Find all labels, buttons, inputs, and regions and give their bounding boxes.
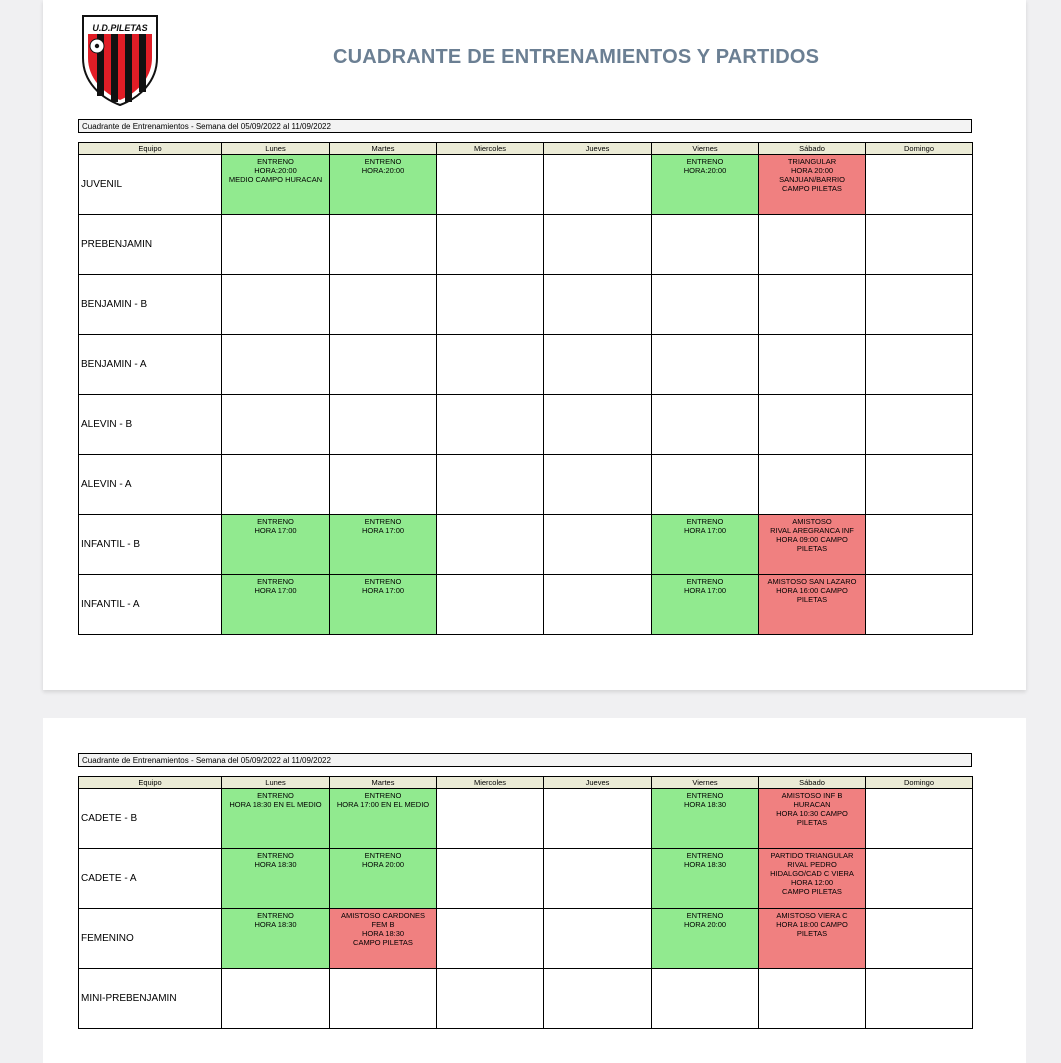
schedule-cell (652, 215, 759, 275)
team-name-cell: CADETE - B (79, 789, 222, 849)
schedule-cell (866, 275, 973, 335)
schedule-cell (544, 969, 652, 1029)
match-cell: AMISTOSO CARDONES FEM B HORA 18:30 CAMPO PILETAS (330, 909, 437, 969)
team-name-cell: BENJAMIN - A (79, 335, 222, 395)
schedule-cell (652, 275, 759, 335)
table-row (79, 215, 973, 275)
schedule-cell (866, 789, 973, 849)
team-name-cell: PREBENJAMIN (79, 215, 222, 275)
schedule-cell (544, 455, 652, 515)
logo-text: U.D.PILETAS (92, 23, 148, 33)
schedule-cell (330, 455, 437, 515)
schedule-cell (866, 969, 973, 1029)
training-cell: ENTRENO HORA:20:00 MEDIO CAMPO HURACAN (222, 155, 330, 215)
schedule-cell (866, 395, 973, 455)
column-header: Lunes (222, 143, 330, 155)
match-cell: AMISTOSO RIVAL AREGRANCA INF HORA 09:00 CAMPO PILETAS (759, 515, 866, 575)
column-header: Martes (330, 143, 437, 155)
training-cell: ENTRENO HORA:20:00 (652, 155, 759, 215)
column-header: Martes (330, 777, 437, 789)
schedule-cell (544, 395, 652, 455)
schedule-cell (759, 275, 866, 335)
schedule-cell (437, 909, 544, 969)
column-header: Viernes (652, 777, 759, 789)
match-cell: TRIANGULAR HORA 20:00 SANJUAN/BARRIO CAMPO PILETAS (759, 155, 866, 215)
training-cell: ENTRENO HORA 20:00 (330, 849, 437, 909)
schedule-cell (866, 515, 973, 575)
schedule-cell (330, 335, 437, 395)
training-cell: ENTRENO HORA 20:00 (652, 909, 759, 969)
training-cell: ENTRENO HORA 18:30 (222, 849, 330, 909)
schedule-cell (866, 909, 973, 969)
schedule-cell (330, 215, 437, 275)
training-cell: ENTRENO HORA 17:00 (330, 575, 437, 635)
schedule-cell (544, 275, 652, 335)
schedule-cell (437, 275, 544, 335)
training-cell: ENTRENO HORA 18:30 (652, 789, 759, 849)
team-name-cell: BENJAMIN - B (79, 275, 222, 335)
schedule-cell (437, 155, 544, 215)
table-row (79, 969, 973, 1029)
schedule-cell (866, 215, 973, 275)
team-name-cell: MINI-PREBENJAMIN (79, 969, 222, 1029)
match-cell: AMISTOSO INF B HURACAN HORA 10:30 CAMPO PILETAS (759, 789, 866, 849)
schedule-cell (759, 395, 866, 455)
week-caption: Cuadrante de Entrenamientos - Semana del 05/09/2022 al 11/09/2022 (78, 753, 972, 767)
table-row (79, 275, 973, 335)
schedule-cell (759, 215, 866, 275)
schedule-cell (759, 969, 866, 1029)
schedule-cell (652, 395, 759, 455)
schedule-cell (544, 789, 652, 849)
column-header: Jueves (544, 143, 652, 155)
table-row (79, 335, 973, 395)
schedule-cell (759, 455, 866, 515)
team-name-cell: INFANTIL - A (79, 575, 222, 635)
schedule-cell (437, 515, 544, 575)
schedule-cell (222, 335, 330, 395)
training-cell: ENTRENO HORA 17:00 (222, 575, 330, 635)
schedule-cell (437, 969, 544, 1029)
schedule-cell (330, 395, 437, 455)
team-name-cell: JUVENIL (79, 155, 222, 215)
match-cell: PARTIDO TRIANGULAR RIVAL PEDRO HIDALGO/CAD C VIERA HORA 12:00 CAMPO PILETAS (759, 849, 866, 909)
schedule-cell (437, 455, 544, 515)
schedule-table-2 (78, 776, 973, 1029)
schedule-cell (437, 789, 544, 849)
schedule-cell (544, 575, 652, 635)
document-page-1 (43, 0, 1026, 690)
schedule-cell (437, 335, 544, 395)
table-row (79, 575, 973, 635)
column-header: Sábado (759, 143, 866, 155)
column-header: Equipo (79, 143, 222, 155)
schedule-cell (544, 849, 652, 909)
schedule-cell (652, 455, 759, 515)
schedule-cell (222, 455, 330, 515)
schedule-cell (544, 155, 652, 215)
schedule-cell (222, 215, 330, 275)
column-header: Equipo (79, 777, 222, 789)
column-header: Domingo (866, 777, 973, 789)
training-cell: ENTRENO HORA 17:00 (222, 515, 330, 575)
schedule-cell (330, 275, 437, 335)
document-page-2 (43, 718, 1026, 1063)
schedule-cell (544, 909, 652, 969)
training-cell: ENTRENO HORA 17:00 (652, 575, 759, 635)
schedule-cell (437, 575, 544, 635)
schedule-cell (866, 575, 973, 635)
schedule-cell (330, 969, 437, 1029)
schedule-cell (222, 395, 330, 455)
training-cell: ENTRENO HORA:20:00 (330, 155, 437, 215)
training-cell: ENTRENO HORA 18:30 (222, 909, 330, 969)
team-name-cell: ALEVIN - B (79, 395, 222, 455)
table-row (79, 155, 973, 215)
schedule-cell (222, 969, 330, 1029)
column-header: Domingo (866, 143, 973, 155)
schedule-cell (222, 275, 330, 335)
match-cell: AMISTOSO SAN LAZARO HORA 16:00 CAMPO PILETAS (759, 575, 866, 635)
table-row (79, 909, 973, 969)
schedule-cell (437, 395, 544, 455)
schedule-cell (652, 335, 759, 395)
team-name-cell: FEMENINO (79, 909, 222, 969)
schedule-cell (652, 969, 759, 1029)
schedule-cell (866, 335, 973, 395)
schedule-cell (437, 215, 544, 275)
table-row (79, 395, 973, 455)
table-header-row (79, 143, 973, 155)
schedule-cell (544, 335, 652, 395)
column-header: Sábado (759, 777, 866, 789)
week-caption: Cuadrante de Entrenamientos - Semana del 05/09/2022 al 11/09/2022 (78, 119, 972, 133)
training-cell: ENTRENO HORA 17:00 EN EL MEDIO (330, 789, 437, 849)
column-header: Lunes (222, 777, 330, 789)
training-cell: ENTRENO HORA 18:30 EN EL MEDIO (222, 789, 330, 849)
club-crest-logo (81, 14, 159, 106)
column-header: Miercoles (437, 143, 544, 155)
schedule-cell (866, 849, 973, 909)
training-cell: ENTRENO HORA 18:30 (652, 849, 759, 909)
schedule-cell (544, 215, 652, 275)
training-cell: ENTRENO HORA 17:00 (330, 515, 437, 575)
team-name-cell: CADETE - A (79, 849, 222, 909)
schedule-cell (866, 155, 973, 215)
schedule-cell (866, 455, 973, 515)
column-header: Miercoles (437, 777, 544, 789)
schedule-cell (759, 335, 866, 395)
schedule-table-1 (78, 142, 973, 635)
schedule-cell (437, 849, 544, 909)
page-title: CUADRANTE DE ENTRENAMIENTOS Y PARTIDOS (333, 46, 820, 68)
table-row (79, 515, 973, 575)
table-row (79, 789, 973, 849)
table-row (79, 849, 973, 909)
training-cell: ENTRENO HORA 17:00 (652, 515, 759, 575)
column-header: Viernes (652, 143, 759, 155)
match-cell: AMISTOSO VIERA C HORA 18:00 CAMPO PILETAS (759, 909, 866, 969)
table-row (79, 455, 973, 515)
team-name-cell: INFANTIL - B (79, 515, 222, 575)
team-name-cell: ALEVIN - A (79, 455, 222, 515)
column-header: Jueves (544, 777, 652, 789)
table-header-row (79, 777, 973, 789)
schedule-cell (544, 515, 652, 575)
